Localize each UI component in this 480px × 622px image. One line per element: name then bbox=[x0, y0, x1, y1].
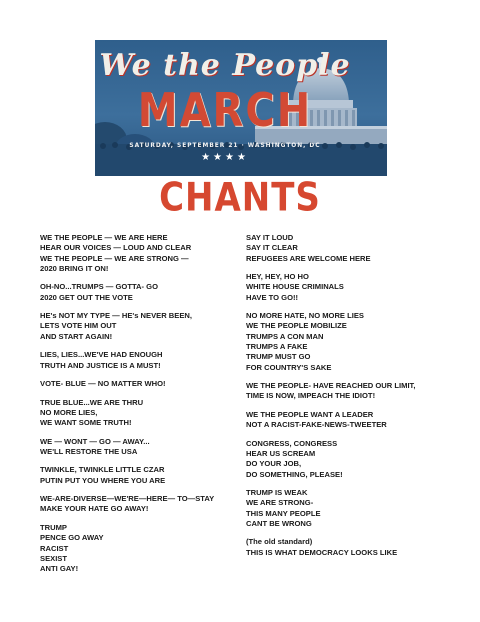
chant-line: NOT A RACIST-FAKE-NEWS-TWEETER bbox=[246, 420, 387, 430]
chant-block bbox=[40, 233, 240, 274]
chant-line: THIS MANY PEOPLE bbox=[246, 508, 321, 518]
banner-date-line: SATURDAY, SEPTEMBER 21 · WASHINGTON, DC bbox=[129, 141, 321, 149]
chant-block bbox=[246, 272, 456, 303]
chant-line: TRUMP IS WEAK bbox=[246, 488, 308, 498]
chant-line: DO YOUR JOB, bbox=[246, 459, 302, 469]
chant-line: HAVE TO GO!! bbox=[246, 292, 299, 302]
chant-block bbox=[246, 439, 456, 480]
chant-line: RACIST bbox=[40, 543, 69, 553]
chant-line: NO MORE HATE, NO MORE LIES bbox=[246, 311, 364, 321]
chant-line: TRUMP MUST GO bbox=[246, 352, 311, 362]
chant-line: TRUE BLUE...WE ARE THRU bbox=[40, 397, 144, 407]
chant-line: VOTE- BLUE — NO MATTER WHO! bbox=[40, 379, 166, 389]
chant-block bbox=[40, 350, 240, 371]
chant-line: OH-NO...TRUMPS — GOTTA- GO bbox=[40, 282, 158, 292]
chant-line: THIS IS WHAT DEMOCRACY LOOKS LIKE bbox=[246, 547, 398, 557]
banner-main-title: MARCH bbox=[137, 84, 313, 138]
chant-line: ANTI GAY! bbox=[40, 564, 79, 574]
chant-line: LETS VOTE HIM OUT bbox=[40, 321, 117, 331]
chant-line: TRUMPS A FAKE bbox=[246, 342, 308, 352]
chant-block bbox=[40, 398, 240, 429]
chant-line: WE THE PEOPLE- HAVE REACHED OUR LIMIT, bbox=[246, 381, 416, 391]
chant-line: WE — WONT — GO — AWAY... bbox=[40, 436, 150, 446]
chant-line: HEAR OUR VOICES — LOUD AND CLEAR bbox=[40, 243, 192, 253]
chant-line: SAY IT CLEAR bbox=[246, 243, 298, 253]
chant-block bbox=[40, 379, 240, 389]
chant-line: PUTIN PUT YOU WHERE YOU ARE bbox=[40, 475, 166, 485]
chants-right-column bbox=[246, 233, 456, 566]
chant-line: WE THE PEOPLE — WE ARE HERE bbox=[40, 233, 168, 242]
chant-line: HEY, HEY, HO HO bbox=[246, 272, 309, 282]
chant-line: WE ARE STRONG- bbox=[246, 498, 314, 508]
chant-line: PENCE GO AWAY bbox=[40, 533, 104, 543]
chant-line: MAKE YOUR HATE GO AWAY! bbox=[40, 504, 149, 514]
chant-line: TWINKLE, TWINKLE LITTLE CZAR bbox=[40, 465, 165, 475]
chant-line: CONGRESS, CONGRESS bbox=[246, 438, 338, 448]
chant-line: DO SOMETHING, PLEASE! bbox=[246, 469, 343, 479]
chant-line: 2020 BRING IT ON! bbox=[40, 263, 109, 273]
chant-line: TRUTH AND JUSTICE IS A MUST! bbox=[40, 360, 161, 370]
chant-block bbox=[40, 437, 240, 458]
chant-line: SEXIST bbox=[40, 553, 68, 563]
chant-line: CANT BE WRONG bbox=[246, 518, 312, 528]
chant-line: SAY IT LOUD bbox=[246, 233, 294, 242]
chant-line: HEAR US SCREAM bbox=[246, 448, 316, 458]
chant-line: TRUMPS A CON MAN bbox=[246, 331, 324, 341]
chant-block bbox=[246, 311, 456, 373]
chant-line: AND START AGAIN! bbox=[40, 331, 113, 341]
chant-line: WE'LL RESTORE THE USA bbox=[40, 446, 138, 456]
chant-line: WHITE HOUSE CRIMINALS bbox=[246, 282, 344, 292]
march-banner bbox=[95, 40, 387, 176]
banner-script-title: We the People bbox=[99, 48, 351, 83]
chant-line: 2020 GET OUT THE VOTE bbox=[40, 292, 133, 302]
chant-block bbox=[40, 282, 240, 303]
chant-block bbox=[246, 537, 456, 558]
chant-block bbox=[40, 494, 240, 515]
chant-line: WE THE PEOPLE MOBILIZE bbox=[246, 321, 347, 331]
chant-line: HE's NOT MY TYPE — HE's NEVER BEEN, bbox=[40, 311, 193, 321]
chant-line: WE THE PEOPLE WANT A LEADER bbox=[246, 409, 374, 419]
chant-block bbox=[246, 381, 456, 402]
chant-line: (The old standard) bbox=[246, 537, 313, 547]
chant-block bbox=[40, 465, 240, 486]
chant-line: WE THE PEOPLE — WE ARE STRONG — bbox=[40, 253, 189, 263]
chant-block bbox=[246, 410, 456, 431]
chant-line: LIES, LIES...WE'VE HAD ENOUGH bbox=[40, 350, 163, 360]
chant-line: TIME IS NOW, IMPEACH THE IDIOT! bbox=[246, 391, 376, 401]
chant-block bbox=[40, 523, 240, 574]
chants-left-column bbox=[40, 233, 240, 583]
page-title: CHANTS bbox=[159, 175, 321, 221]
chant-line: FOR COUNTRY'S SAKE bbox=[246, 362, 332, 372]
chant-block bbox=[246, 233, 456, 264]
chant-line: TRUMP bbox=[40, 522, 67, 532]
chant-line: REFUGEES ARE WELCOME HERE bbox=[246, 253, 371, 263]
chant-block bbox=[246, 488, 456, 529]
chant-line: NO MORE LIES, bbox=[40, 407, 98, 417]
chant-block bbox=[40, 311, 240, 342]
chant-line: WE-ARE-DIVERSE—WE'RE—HERE— TO—STAY bbox=[40, 494, 215, 504]
banner-stars: ★★★★ bbox=[201, 152, 249, 163]
chant-line: WE WANT SOME TRUTH! bbox=[40, 418, 132, 428]
